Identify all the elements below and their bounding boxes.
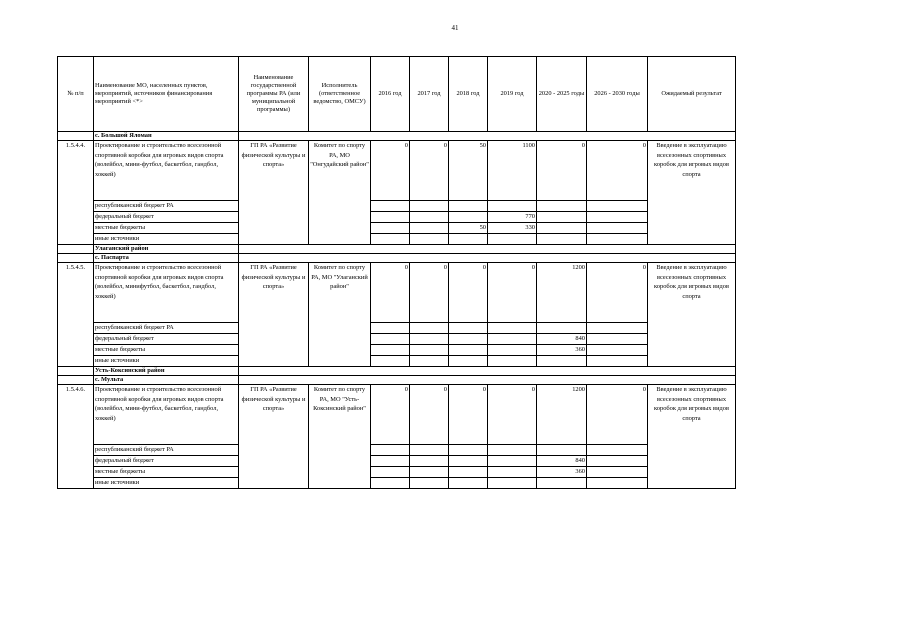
funding-value bbox=[449, 345, 488, 356]
funding-value bbox=[410, 234, 449, 245]
total-value: 0 bbox=[587, 385, 648, 445]
settlement-row bbox=[58, 132, 736, 141]
funding-source: местные бюджеты bbox=[94, 223, 239, 234]
funding-value bbox=[488, 467, 537, 478]
funding-value bbox=[371, 223, 410, 234]
funding-value bbox=[449, 456, 488, 467]
funding-value bbox=[537, 323, 587, 334]
header-num: № п/п bbox=[58, 57, 94, 132]
funding-value bbox=[410, 323, 449, 334]
funding-source: местные бюджеты bbox=[94, 345, 239, 356]
funding-value bbox=[537, 212, 587, 223]
table-body bbox=[58, 132, 736, 489]
header-name: Наименование МО, населенных пунктов, мероприятий, источников финансирования мероприятий <*> bbox=[94, 57, 239, 132]
settlement-row bbox=[58, 254, 736, 263]
header-2020-2025: 2020 - 2025 годы bbox=[537, 57, 587, 132]
total-value: 0 bbox=[371, 263, 410, 323]
total-value: 1200 bbox=[537, 385, 587, 445]
funding-row-rep bbox=[58, 445, 736, 456]
header-result: Ожидаемый результат bbox=[648, 57, 736, 132]
total-value: 0 bbox=[410, 263, 449, 323]
funding-value bbox=[488, 356, 537, 367]
total-value: 0 bbox=[488, 385, 537, 445]
funding-value bbox=[371, 345, 410, 356]
funding-value bbox=[537, 223, 587, 234]
funding-value: 330 bbox=[488, 223, 537, 234]
funding-value bbox=[488, 234, 537, 245]
funding-value bbox=[371, 201, 410, 212]
event-executor: Комитет по спорту РА, МО "Усть-Коксинский район" bbox=[309, 385, 371, 489]
funding-row-loc bbox=[58, 467, 736, 478]
funding-value bbox=[449, 445, 488, 456]
header-2017: 2017 год bbox=[410, 57, 449, 132]
funding-value bbox=[410, 356, 449, 367]
funding-value bbox=[410, 212, 449, 223]
event-name: Проектирование и строительство всесезонной спортивной коробки для игровых видов спорта (волейбол, мини-футбол, баскетбол, гандбол, хоккей) bbox=[94, 385, 239, 445]
event-name: Проектирование и строительство всесезонной спортивной коробки для игровых видов спорта (волейбол, минифутбол, баскетбол, гандбол, хоккей) bbox=[94, 263, 239, 323]
funding-value bbox=[449, 356, 488, 367]
funding-source: иные источники bbox=[94, 356, 239, 367]
funding-source: местные бюджеты bbox=[94, 467, 239, 478]
program-table bbox=[57, 56, 736, 489]
funding-value bbox=[371, 234, 410, 245]
funding-value bbox=[488, 478, 537, 489]
funding-value bbox=[587, 223, 648, 234]
funding-row-rep bbox=[58, 201, 736, 212]
event-row bbox=[58, 385, 736, 445]
funding-value bbox=[488, 445, 537, 456]
funding-value bbox=[537, 445, 587, 456]
funding-value bbox=[488, 201, 537, 212]
funding-source: федеральный бюджет bbox=[94, 456, 239, 467]
funding-value bbox=[587, 345, 648, 356]
header-2016: 2016 год bbox=[371, 57, 410, 132]
settlement-name: с. Паспарта bbox=[94, 254, 239, 263]
header-2019: 2019 год bbox=[488, 57, 537, 132]
page-number: 41 bbox=[451, 24, 459, 32]
funding-source: республиканский бюджет РА bbox=[94, 323, 239, 334]
funding-value bbox=[488, 334, 537, 345]
total-value: 1200 bbox=[537, 263, 587, 323]
funding-row-fed bbox=[58, 212, 736, 223]
funding-value bbox=[449, 234, 488, 245]
event-executor: Комитет по спорту РА, МО "Онгудайский район" bbox=[309, 141, 371, 245]
funding-value bbox=[410, 201, 449, 212]
header-program: Наименование государственной программы РА (или муниципальной программы) bbox=[239, 57, 309, 132]
funding-row-fed bbox=[58, 334, 736, 345]
funding-value bbox=[371, 356, 410, 367]
funding-value bbox=[488, 456, 537, 467]
funding-row-loc bbox=[58, 345, 736, 356]
funding-value bbox=[410, 478, 449, 489]
funding-value bbox=[449, 323, 488, 334]
funding-value: 770 bbox=[488, 212, 537, 223]
settlement-name: с. Мульта bbox=[94, 376, 239, 385]
funding-row-loc bbox=[58, 223, 736, 234]
event-num: 1.5.4.5. bbox=[58, 263, 94, 367]
funding-row-fed bbox=[58, 456, 736, 467]
funding-value bbox=[587, 356, 648, 367]
funding-value: 360 bbox=[537, 345, 587, 356]
event-row bbox=[58, 263, 736, 323]
expected-result: Введение в эксплуатацию всесезонных спортивных коробок для игровых видов спорта bbox=[648, 141, 736, 245]
funding-source: иные источники bbox=[94, 478, 239, 489]
total-value: 0 bbox=[587, 263, 648, 323]
funding-value bbox=[537, 201, 587, 212]
funding-value bbox=[371, 334, 410, 345]
total-value: 0 bbox=[410, 141, 449, 201]
funding-value bbox=[587, 478, 648, 489]
funding-value bbox=[587, 467, 648, 478]
funding-value bbox=[371, 212, 410, 223]
funding-value bbox=[449, 478, 488, 489]
expected-result: Введение в эксплуатацию всесезонных спортивных коробок для игровых видов спорта bbox=[648, 385, 736, 489]
funding-value: 360 bbox=[537, 467, 587, 478]
funding-value bbox=[537, 478, 587, 489]
district-row bbox=[58, 245, 736, 254]
funding-value bbox=[449, 467, 488, 478]
total-value: 0 bbox=[587, 141, 648, 201]
total-value: 0 bbox=[410, 385, 449, 445]
funding-row-other bbox=[58, 478, 736, 489]
funding-value bbox=[537, 234, 587, 245]
settlement-name: с. Большой Яломан bbox=[94, 132, 239, 141]
funding-value bbox=[488, 323, 537, 334]
header-2026-2030: 2026 - 2030 годы bbox=[587, 57, 648, 132]
funding-value bbox=[587, 445, 648, 456]
event-name: Проектирование и строительство всесезонной спортивной коробки для игровых видов спорта (волейбол, мини-футбол, баскетбол, гандбол, хоккей) bbox=[94, 141, 239, 201]
funding-source: иные источники bbox=[94, 234, 239, 245]
event-executor: Комитет по спорту РА, МО "Улаганский район" bbox=[309, 263, 371, 367]
district-name: Улаганский район bbox=[94, 245, 239, 254]
event-num: 1.5.4.4. bbox=[58, 141, 94, 245]
total-value: 0 bbox=[371, 141, 410, 201]
funding-value bbox=[449, 201, 488, 212]
total-value: 1100 bbox=[488, 141, 537, 201]
total-value: 50 bbox=[449, 141, 488, 201]
funding-value bbox=[410, 467, 449, 478]
funding-value: 840 bbox=[537, 334, 587, 345]
total-value: 0 bbox=[449, 263, 488, 323]
event-program: ГП РА «Развитие физической культуры и спорта» bbox=[239, 141, 309, 245]
event-row bbox=[58, 141, 736, 201]
expected-result: Введение в эксплуатацию всесезонных спортивных коробок для игровых видов спорта bbox=[648, 263, 736, 367]
header-executor: Исполнитель (ответственное ведомство, ОМСУ) bbox=[309, 57, 371, 132]
event-program: ГП РА «Развитие физической культуры и спорта» bbox=[239, 263, 309, 367]
funding-value bbox=[587, 234, 648, 245]
funding-value bbox=[488, 345, 537, 356]
funding-value bbox=[410, 456, 449, 467]
funding-source: федеральный бюджет bbox=[94, 212, 239, 223]
event-program: ГП РА «Развитие физической культуры и спорта» bbox=[239, 385, 309, 489]
funding-source: республиканский бюджет РА bbox=[94, 201, 239, 212]
funding-value bbox=[410, 334, 449, 345]
funding-value bbox=[371, 478, 410, 489]
funding-value bbox=[410, 223, 449, 234]
funding-value: 50 bbox=[449, 223, 488, 234]
funding-value: 840 bbox=[537, 456, 587, 467]
funding-value bbox=[449, 334, 488, 345]
total-value: 0 bbox=[449, 385, 488, 445]
funding-row-other bbox=[58, 234, 736, 245]
funding-value bbox=[410, 345, 449, 356]
district-row bbox=[58, 367, 736, 376]
funding-value bbox=[410, 445, 449, 456]
funding-value bbox=[371, 323, 410, 334]
event-num: 1.5.4.6. bbox=[58, 385, 94, 489]
total-value: 0 bbox=[488, 263, 537, 323]
total-value: 0 bbox=[371, 385, 410, 445]
total-value: 0 bbox=[537, 141, 587, 201]
funding-value bbox=[537, 356, 587, 367]
funding-value bbox=[371, 467, 410, 478]
funding-source: республиканский бюджет РА bbox=[94, 445, 239, 456]
settlement-row bbox=[58, 376, 736, 385]
district-name: Усть-Коксинский район bbox=[94, 367, 239, 376]
funding-value bbox=[587, 201, 648, 212]
funding-source: федеральный бюджет bbox=[94, 334, 239, 345]
funding-value bbox=[449, 212, 488, 223]
funding-value bbox=[371, 445, 410, 456]
funding-value bbox=[587, 323, 648, 334]
funding-value bbox=[587, 212, 648, 223]
funding-value bbox=[587, 334, 648, 345]
funding-row-rep bbox=[58, 323, 736, 334]
funding-value bbox=[587, 456, 648, 467]
header-2018: 2018 год bbox=[449, 57, 488, 132]
funding-row-other bbox=[58, 356, 736, 367]
funding-value bbox=[371, 456, 410, 467]
table-header-row bbox=[58, 57, 736, 132]
